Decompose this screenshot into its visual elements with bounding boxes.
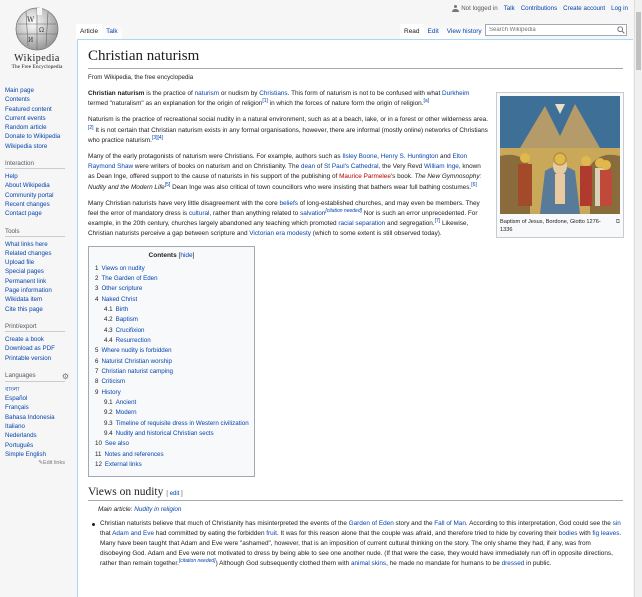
sidebar-tools xyxy=(5,228,75,314)
toc-link[interactable]: Criticism xyxy=(101,378,126,386)
sidebar-item-lang-7[interactable]: Simple English xyxy=(5,450,46,458)
main-content xyxy=(77,39,633,597)
tab-article[interactable]: Article xyxy=(76,24,102,40)
sidebar-print xyxy=(5,323,75,363)
toc-link[interactable]: External links xyxy=(104,461,142,469)
toc-number: 1 xyxy=(95,264,99,272)
toc-link[interactable]: Views on nudity xyxy=(101,264,145,272)
link-maurice-parmelee[interactable]: Maurice Parmelee xyxy=(339,173,391,181)
sidebar-item-lang-1[interactable]: Español xyxy=(5,395,28,403)
sidebar-item-lang-3[interactable]: Bahasa Indonesia xyxy=(5,413,55,421)
tagline: The Free Encyclopedia xyxy=(11,64,63,70)
link-st-pauls[interactable]: St Paul's Cathedral xyxy=(324,163,379,171)
sidebar-item-lang-5[interactable]: Nederlands xyxy=(5,432,37,440)
toc-link[interactable]: Modern xyxy=(115,409,137,417)
toc-item[interactable] xyxy=(95,305,248,315)
toc-link[interactable]: Resurrection xyxy=(115,337,151,345)
link-elton-shaw[interactable]: Elton Raymond Shaw xyxy=(88,153,468,171)
toc-number: 2 xyxy=(95,274,99,282)
toc-number: 8 xyxy=(95,378,99,386)
svg-text:Ω: Ω xyxy=(39,27,44,34)
sidebar-heading-tools: Tools xyxy=(5,228,65,237)
link-salvation[interactable]: salvation xyxy=(300,210,326,218)
note[interactable]: [a] xyxy=(423,98,430,105)
toc-number: 4.2 xyxy=(104,316,113,324)
toc-item[interactable] xyxy=(95,429,248,439)
link-durkheim[interactable]: Durkheim xyxy=(442,90,470,97)
wikipedia-logo[interactable] xyxy=(4,6,70,76)
link-william-inge[interactable]: William Inge xyxy=(424,163,459,171)
sidebar-item-interaction-1[interactable]: About Wikipedia xyxy=(5,182,50,190)
sidebar-item-nav-5[interactable]: Donate to Wikipedia xyxy=(5,133,61,141)
search-icon[interactable] xyxy=(617,26,625,34)
sidebar-item-nav-4[interactable]: Random article xyxy=(5,124,47,132)
sidebar-item-interaction-0[interactable]: Help xyxy=(5,173,18,181)
link-fall-of-man[interactable]: Fall of Man xyxy=(434,519,466,527)
sidebar-item-nav-0[interactable]: Main page xyxy=(5,87,34,94)
link-garden-of-eden[interactable]: Garden of Eden xyxy=(348,519,394,527)
toc-link[interactable]: Nudity and historical Christian sects xyxy=(115,430,214,438)
svg-text:И: И xyxy=(28,37,34,44)
paragraph-1: Christian naturism is the practice of naturism or nudism by Christians. This form of naturism is not to be confused with what Durkheim termed "naturalism" as an explanation for the origin of religion[1] in which the forces of nature form the origin of religion.[a] xyxy=(88,90,470,108)
link-beliefs[interactable]: beliefs xyxy=(279,199,298,207)
toc-link[interactable]: Notes and references xyxy=(104,450,164,458)
citation-needed[interactable]: [citation needed] xyxy=(178,558,216,565)
search-input[interactable] xyxy=(485,24,627,36)
toc-item[interactable] xyxy=(95,274,248,284)
toc-number: 10 xyxy=(95,440,102,448)
toc-link[interactable]: Naked Christ xyxy=(101,295,138,303)
toc-number: 9.2 xyxy=(104,409,113,417)
toc-hide-link[interactable]: hide xyxy=(180,251,193,259)
user-icon xyxy=(452,5,459,12)
toc-link[interactable]: Ancient xyxy=(115,399,137,407)
toc-item[interactable] xyxy=(95,450,248,460)
sidebar-item-print-1[interactable]: Download as PDF xyxy=(5,345,55,353)
sidebar-item-interaction-3[interactable]: Recent changes xyxy=(5,200,50,208)
toc-link[interactable]: Crucifixion xyxy=(115,326,145,334)
toc-number: 9 xyxy=(95,388,99,396)
ref[interactable]: [1] xyxy=(262,98,268,105)
link-victorian-modesty[interactable]: Victorian era modesty xyxy=(249,230,311,238)
ref[interactable]: [6] xyxy=(471,181,477,188)
section-heading-views: Views on nudity [ edit ] xyxy=(88,486,623,501)
list-item: Christian naturists believe that much of Christianity has misinterpreted the events of the Garden of Eden story and the Fall of Man. According to this interpretation, God could see the sin that Adam and Eve had committed by eating the forbidden fruit. It was for this reason alone that the couple was afraid, and therefore tried to hide by covering their bodies with fig leaves. Many have been taught that Adam and Eve were "ashamed", however, that is an imposition of current cultural thinking on the story. The only shame they had, if any, was from disobeying God. Adam and Eve were not motivated to dress by being able to see one another nude. (If that were the case, they would have immediately run off in opposite directions, rather than remain together.[citation needed]) Although God subsequently clothed them with animal skins, he made no mandate for humans to be dressed in public. xyxy=(98,519,623,570)
toc-item[interactable] xyxy=(95,346,248,356)
link-christians[interactable]: Christians xyxy=(259,90,288,97)
sidebar-heading-interaction: Interaction xyxy=(5,160,65,169)
toc-link[interactable]: The Garden of Eden xyxy=(101,274,158,282)
link-dressed[interactable]: dressed xyxy=(501,560,525,568)
edit-links[interactable]: ✎Edit links xyxy=(38,460,65,467)
toc-link[interactable]: See also xyxy=(104,440,129,448)
link-cultural[interactable]: cultural xyxy=(188,210,210,218)
pencil-icon: ✎ xyxy=(38,460,43,467)
sidebar-item-lang-2[interactable]: Français xyxy=(5,404,29,412)
link-animal-skins[interactable]: animal skins xyxy=(350,560,387,568)
ref[interactable]: [2] xyxy=(88,124,94,131)
sidebar xyxy=(5,86,75,475)
sidebar-item-nav-2[interactable]: Featured content xyxy=(5,105,52,113)
sidebar-item-interaction-4[interactable]: Contact page xyxy=(5,210,42,218)
toc-item[interactable] xyxy=(95,336,248,346)
toc-item[interactable] xyxy=(95,357,248,367)
wordmark: Wikipedia xyxy=(14,53,60,64)
toc-item[interactable] xyxy=(95,419,248,429)
sidebar-item-tools-7[interactable]: Cite this page xyxy=(5,305,43,313)
sidebar-item-lang-6[interactable]: Português xyxy=(5,441,34,449)
sidebar-item-tools-1[interactable]: Related changes xyxy=(5,249,52,257)
toc-item[interactable] xyxy=(95,284,248,294)
toc-item[interactable] xyxy=(95,295,248,305)
namespace-tabs xyxy=(76,24,122,40)
toc-number: 9.4 xyxy=(104,430,113,438)
thumbnail-box xyxy=(496,92,624,238)
baptism-painting-image[interactable] xyxy=(500,96,620,214)
link-nudity-in-religion[interactable]: Nudity in religion xyxy=(134,505,182,513)
scrollbar-thumb[interactable] xyxy=(636,12,641,70)
link-ilsley-boone[interactable]: Ilsley Boone xyxy=(342,153,378,161)
toc-item[interactable] xyxy=(95,408,248,418)
toc-number: 12 xyxy=(95,461,102,469)
link-dean[interactable]: dean xyxy=(300,163,316,171)
paragraph-3: Many of the early protagonists of naturism were Christians. For example, authors such as Ilsley Boone, Henry S. Huntington and Elton Raymond Shaw were writers of books on naturism and on Christianity. The dean of St Paul's Cathedral, the Very Revd William Inge, known as Dean Inge, offered support to the cause of naturists in his support of the publishing of Maurice Parmelee's book. The New Gymnosophy: Nudity and the Modern Life[5] Dean Inge was also critical of town councillors who were insisting that bathers wear full bathing costumes.[6] xyxy=(88,153,482,191)
enlarge-icon[interactable]: ⧉ xyxy=(615,219,620,225)
toc-link[interactable]: Other scripture xyxy=(101,285,143,293)
sidebar-item-print-2[interactable]: Printable version xyxy=(5,354,52,362)
toc-item[interactable] xyxy=(95,315,248,325)
article-body xyxy=(88,89,488,240)
link-adam-and-eve[interactable]: Adam and Eve xyxy=(112,529,155,537)
toc-number: 4.1 xyxy=(104,306,113,314)
citation-needed[interactable]: [citation needed] xyxy=(325,207,363,214)
toc-title: Contents xyxy=(148,251,177,259)
ref[interactable]: [7] xyxy=(434,218,441,225)
sidebar-item-tools-0[interactable]: What links here xyxy=(5,240,48,248)
toc-link[interactable]: Where nudity is forbidden xyxy=(101,347,172,355)
link-henry-huntington[interactable]: Henry S. Huntington xyxy=(380,153,439,161)
sidebar-item-tools-3[interactable]: Special pages xyxy=(5,268,44,276)
thumbnail-caption: Baptism of Jesus, Bordone, Giotto 1276-1336 xyxy=(500,219,601,233)
toc-link[interactable]: Baptism xyxy=(115,316,138,324)
contributions-link[interactable]: Contributions xyxy=(520,5,558,12)
sidebar-item-lang-0[interactable]: বাংলা xyxy=(5,385,20,393)
sidebar-item-nav-1[interactable]: Contents xyxy=(5,96,30,104)
paragraph-4: Many Christian naturists have very little disagreement with the core beliefs of long-established churches, and may even be members. They feel the error of mandatory dress is cultural, rather than anything related to salvation[citation needed] Nor is such an error unprecedented. For example, in the 20th century, churches largely abandoned any teaching which promoted racial separation and segregation.[7] Likewise, Christian naturists perceive a gap between scripture and Victorian era modesty (which to some extent is still observed today). xyxy=(88,199,480,238)
paragraph-2: Naturism is the practice of recreational social nudity in a natural environment, such as at a beach, lake, or in a forest or other wilderness area.[2] It is not certain that Christian naturism exists in any formal organisations, however, there are informal (mostly online) networks of Christians who practice naturism.[3][4] xyxy=(88,116,488,144)
tab-read[interactable]: Read xyxy=(400,24,424,40)
toc-number: 3 xyxy=(95,285,99,293)
toc-item[interactable] xyxy=(95,377,248,387)
toc-link[interactable]: Birth xyxy=(115,306,129,314)
toc-item[interactable] xyxy=(95,367,248,377)
ref[interactable]: [5] xyxy=(164,181,171,188)
svg-text:W: W xyxy=(27,16,35,24)
sidebar-item-lang-4[interactable]: Italiano xyxy=(5,423,25,431)
tab-view-history[interactable]: View history xyxy=(443,24,486,40)
tab-talk[interactable]: Talk xyxy=(102,24,122,40)
link-bodies[interactable]: bodies xyxy=(558,529,578,537)
views-list xyxy=(98,519,623,570)
view-tabs xyxy=(400,24,486,40)
site-sub: From Wikipedia, the free encyclopedia xyxy=(88,74,194,81)
gear-icon[interactable]: ⚙ xyxy=(61,371,69,381)
link-sin[interactable]: sin xyxy=(612,519,621,527)
sidebar-item-print-0[interactable]: Create a book xyxy=(5,335,44,343)
sidebar-item-tools-2[interactable]: Upload file xyxy=(5,259,35,267)
toc-link[interactable]: History xyxy=(101,388,121,396)
link-naturism[interactable]: naturism xyxy=(194,90,220,97)
scrollbar[interactable] xyxy=(634,0,642,597)
log-in-link[interactable]: Log in xyxy=(611,5,628,12)
page-title: Christian naturism xyxy=(88,48,623,69)
toc-number: 4 xyxy=(95,295,99,303)
toc-number: 4.4 xyxy=(104,337,113,345)
ref[interactable]: [3][4] xyxy=(151,134,164,141)
sidebar-item-tools-5[interactable]: Page information xyxy=(5,287,52,295)
toc-number: 11 xyxy=(95,450,102,458)
sidebar-item-nav-6[interactable]: Wikipedia store xyxy=(5,142,48,150)
sidebar-item-interaction-2[interactable]: Community portal xyxy=(5,191,54,199)
toc-item[interactable] xyxy=(95,326,248,336)
sidebar-item-tools-6[interactable]: Wikidata item xyxy=(5,296,43,304)
toc-number: 4.3 xyxy=(104,326,113,334)
link-racial-separation[interactable]: racial separation xyxy=(338,220,386,228)
toc-link[interactable]: Christian naturist camping xyxy=(101,368,173,376)
sidebar-navigation xyxy=(5,86,75,151)
toc-item[interactable] xyxy=(95,398,248,408)
not-logged-in-label: Not logged in xyxy=(461,5,498,12)
toc-item[interactable] xyxy=(95,388,248,398)
toc-number: 6 xyxy=(95,357,99,365)
toc-number: 5 xyxy=(95,347,99,355)
edit-section-link[interactable]: edit xyxy=(169,490,180,497)
hatnote: Main article: Nudity in religion xyxy=(98,505,182,513)
create-account-link[interactable]: Create account xyxy=(563,5,606,12)
sidebar-heading-print: Print/export xyxy=(5,323,65,332)
link-fig-leaves[interactable]: fig leaves xyxy=(592,529,620,537)
personal-tools xyxy=(452,5,628,12)
toc-number: 9.1 xyxy=(104,399,113,407)
toc-link[interactable]: Timeline of requisite dress in Western civilization xyxy=(115,419,249,427)
sidebar-item-tools-4[interactable]: Permanent link xyxy=(5,277,47,285)
sidebar-interaction xyxy=(5,160,75,218)
talk-link[interactable]: Talk xyxy=(503,5,515,12)
toc-number: 7 xyxy=(95,368,99,376)
sidebar-item-nav-3[interactable]: Current events xyxy=(5,114,46,122)
toc-link[interactable]: Naturist Christian worship xyxy=(101,357,172,365)
tab-edit[interactable]: Edit xyxy=(424,24,443,40)
puzzle-globe-icon xyxy=(14,6,60,52)
toc-item[interactable] xyxy=(95,264,248,274)
toc-item[interactable] xyxy=(95,439,248,449)
link-fruit[interactable]: fruit xyxy=(266,529,277,537)
sidebar-languages xyxy=(5,372,75,466)
table-of-contents: Contents [hide] 1 Views on nudity 2 The Garden of Eden 3 Other scripture 4 Naked Christ 4.1 Birth 4.2 Baptism 4.3 Crucifixion 4.4 Resurrection 5 Where nudity is forbidden 6 Naturist Christian worship 7 Christian naturist camping 8 Criticism 9 History 9.1 Ancient 9.2 Modern 9.3 Timeline of requisite dress in Western civilization 9.4 Nudity and historical Christian sects 10 See also 11 Notes and references 12 External links xyxy=(88,246,255,477)
sidebar-heading-languages: Languages xyxy=(5,372,36,380)
toc-item[interactable] xyxy=(95,460,248,470)
toc-number: 9.3 xyxy=(104,419,113,427)
